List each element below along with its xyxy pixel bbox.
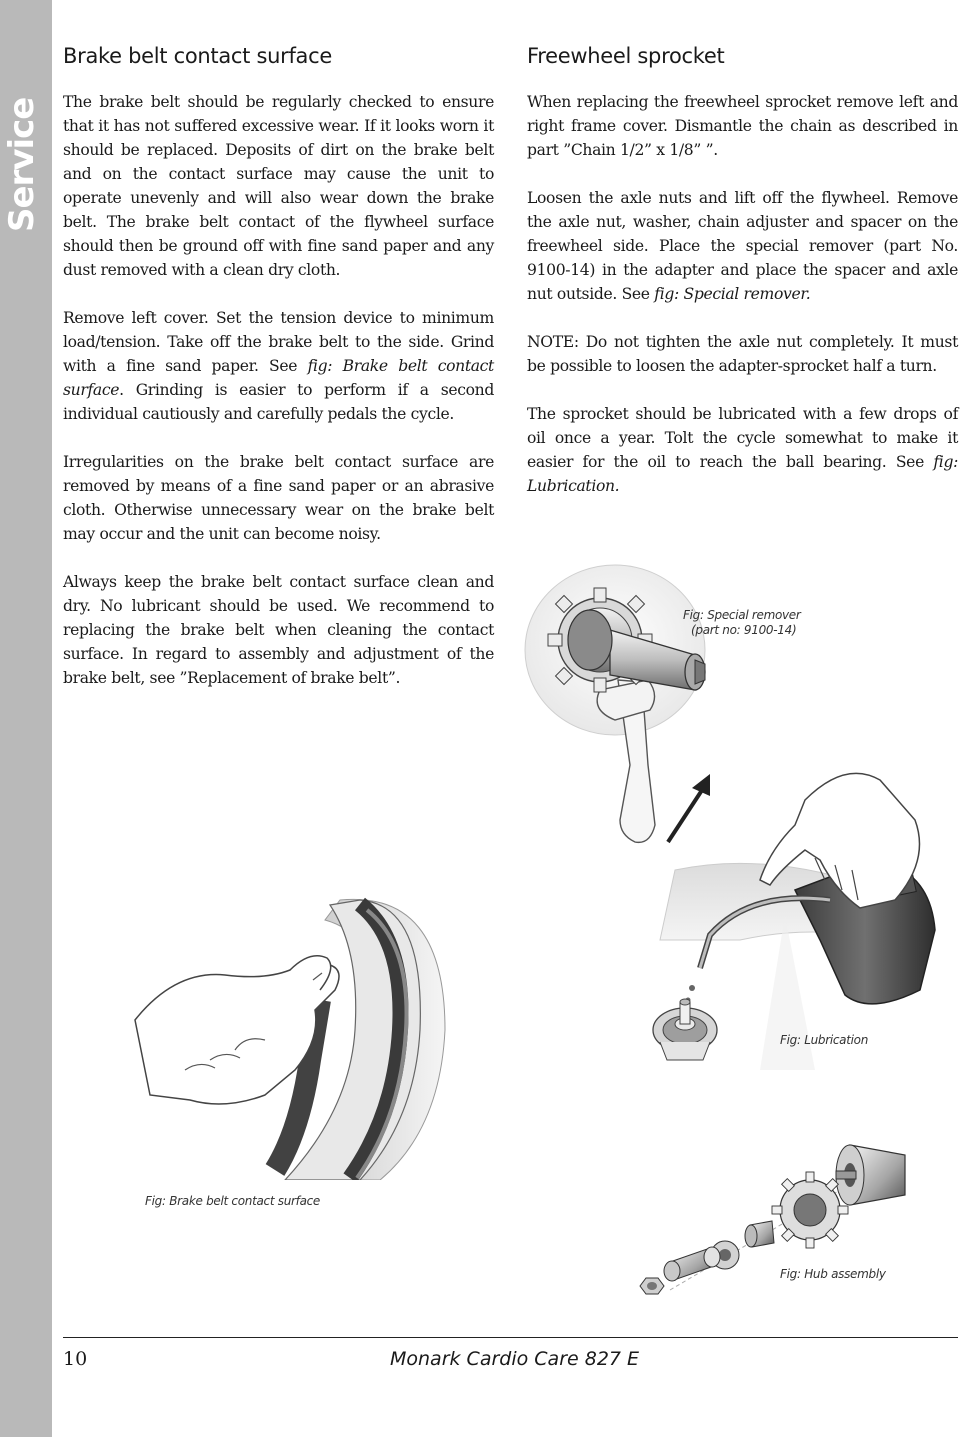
- hub-assembly-illustration: [630, 1130, 920, 1310]
- sidebar-tab: [0, 0, 52, 1437]
- footer-divider: [63, 1337, 958, 1338]
- paragraph: [527, 186, 958, 306]
- paragraph: NOTE: Do not tighten the axle nut completely. It must be possible to loosen the adapter-sprocket half a turn.: [527, 333, 958, 375]
- caption-brake-belt: Fig: Brake belt contact surface: [145, 1194, 321, 1208]
- paragraph: Always keep the brake belt contact surface clean and dry. No lubricant should be used. We recommend to replacing the brake belt when cleaning the contact surface. In regard to assembly and adjustment of the brake belt, see ”Replacement of brake belt”.: [63, 573, 494, 687]
- paragraph: The brake belt should be regularly checked to ensure that it has not suffered excessive wear. If it looks worn it should be replaced. Deposits of dirt on the brake belt and on the contact surface may cause the unit to operate unevenly and will also wear down the brake belt. The brake belt contact of the flywheel surface should then be ground off with fine sand paper and any dust removed with a clean dry cloth.: [63, 93, 494, 279]
- figure-reference: fig: Special remover.: [654, 285, 811, 303]
- paragraph-text: Loosen the axle nuts and lift off the flywheel. Remove the axle nut, washer, chain adjuster and spacer on the freewheel side. Place the special remover (part No. 9100-14) in the adapter and place the spacer and axle nut outside. See: [527, 189, 958, 303]
- caption-line: (part no: 9100-14): [691, 623, 797, 637]
- paragraph: When replacing the freewheel sprocket remove left and right frame cover. Dismantle the chain as described in part ”Chain 1/2” x 1/8” ”.: [527, 93, 958, 159]
- figure-reference: fig: Lubrication.: [527, 453, 958, 495]
- left-column: [63, 44, 494, 714]
- right-column: [527, 44, 958, 522]
- page-number: 10: [63, 1348, 88, 1370]
- paragraph: [527, 402, 958, 498]
- lubrication-illustration: [630, 740, 950, 1070]
- caption-lubrication: Fig: Lubrication: [780, 1033, 869, 1047]
- figure-reference: fig: Brake belt contact surface: [63, 357, 494, 399]
- paragraph: [63, 306, 494, 426]
- caption-line: Fig: Special remover: [683, 608, 801, 622]
- paragraph-text: Remove left cover. Set the tension device to minimum load/tension. Take off the brake belt to the side. Grind with a fine sand paper. See: [63, 309, 494, 375]
- paragraph: Irregularities on the brake belt contact surface are removed by means of a fine sand paper or an abrasive cloth. Otherwise unnecessary wear on the brake belt may occur and the unit can become noisy.: [63, 453, 494, 543]
- section-label: Service: [2, 97, 42, 232]
- caption-hub-assembly: Fig: Hub assembly: [780, 1267, 886, 1281]
- paragraph-text: The sprocket should be lubricated with a few drops of oil once a year. Tolt the cycle somewhat to make it easier for the oil to reach the ball bearing. See: [527, 405, 958, 471]
- footer-title: Monark Cardio Care 827 E: [390, 1348, 640, 1370]
- section-heading-freewheel: Freewheel sprocket: [527, 44, 725, 68]
- sidebar-label: [2, 97, 42, 232]
- brake-belt-illustration: [115, 880, 450, 1180]
- caption-special-remover: [683, 608, 801, 638]
- section-heading-brake-belt: Brake belt contact surface: [63, 44, 332, 68]
- paragraph-text: . Grinding is easier to perform if a second individual cautiously and carefully pedals the cycle.: [63, 381, 494, 423]
